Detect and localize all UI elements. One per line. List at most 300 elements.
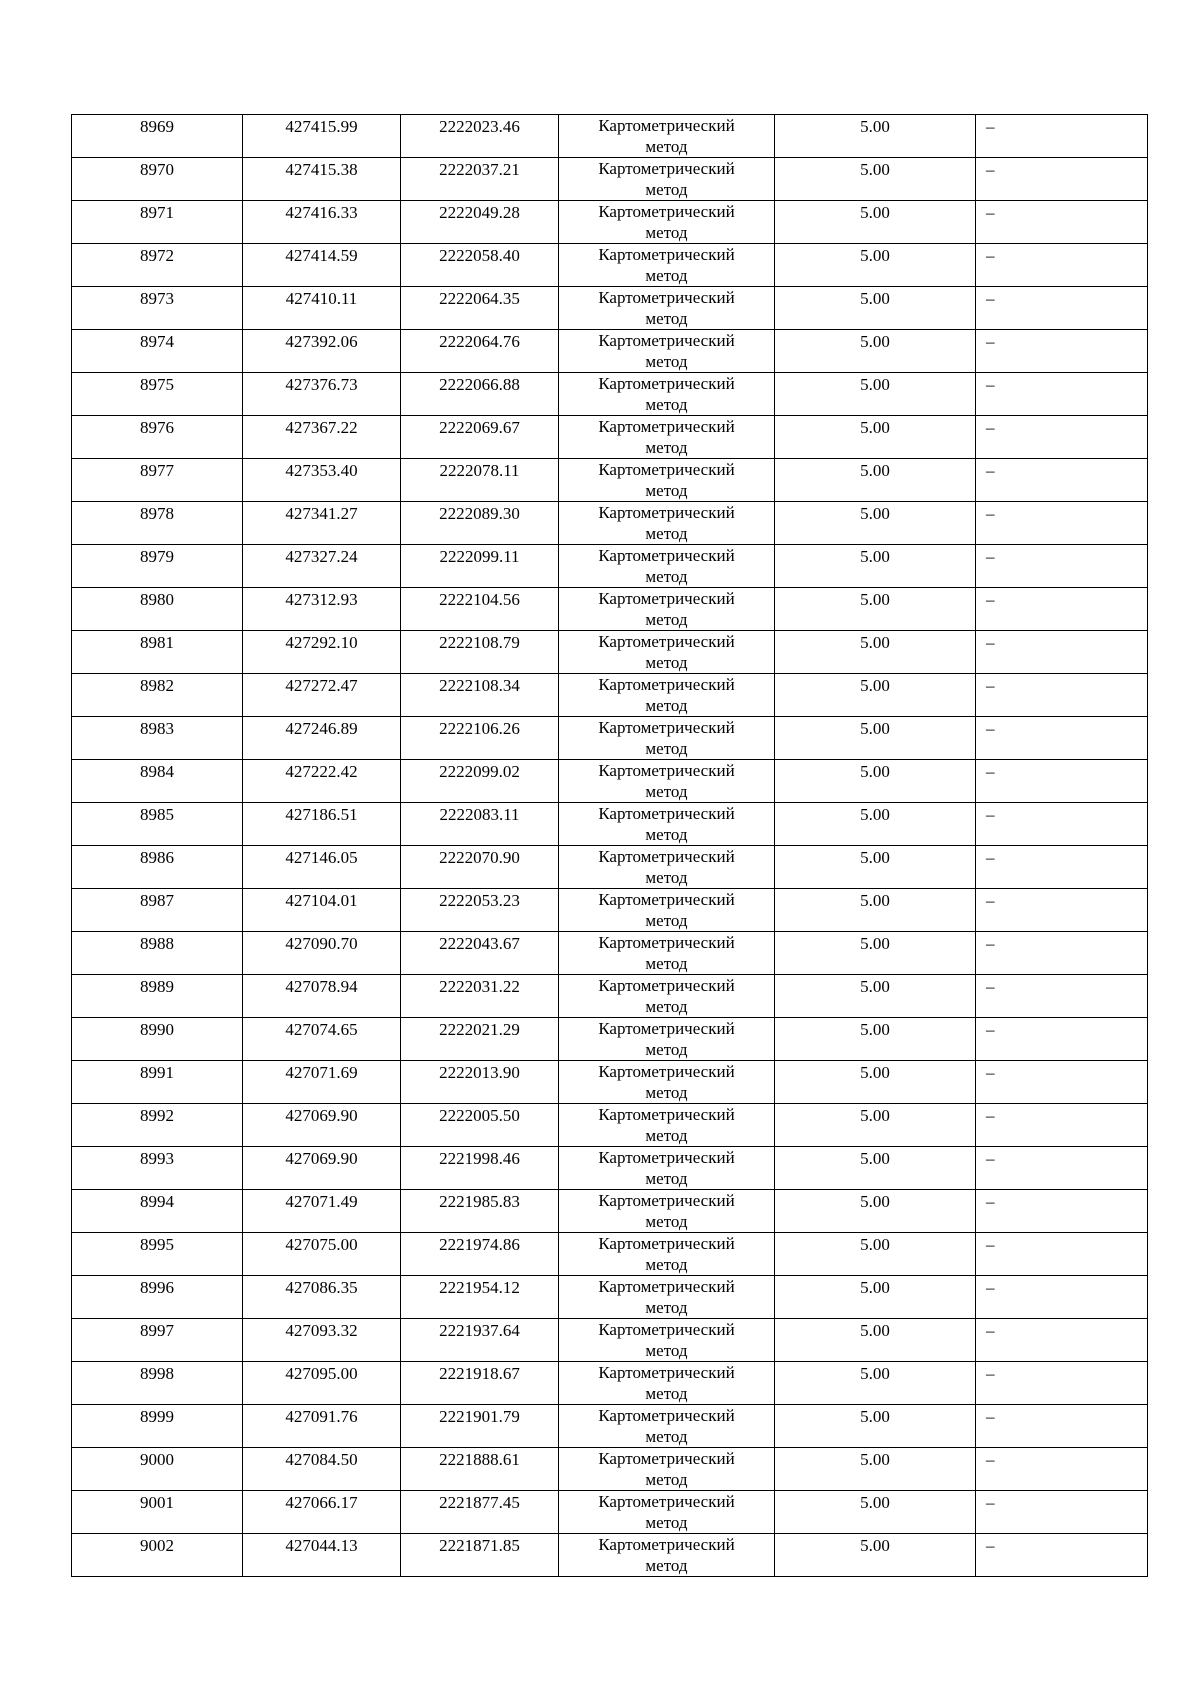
point-number-cell-value: 8991	[140, 1063, 174, 1082]
method-cell	[559, 1276, 775, 1319]
point-number-cell-value: 8976	[140, 418, 174, 437]
description-cell	[976, 1405, 1148, 1448]
method-line-1: Картометрический	[598, 718, 735, 737]
x-coordinate-cell	[243, 760, 401, 803]
description-cell	[976, 1018, 1148, 1061]
method-line-2: метод	[645, 567, 688, 586]
table-body	[72, 115, 1148, 1577]
method-cell	[559, 1362, 775, 1405]
point-number-cell	[72, 1018, 243, 1061]
method-cell	[559, 1190, 775, 1233]
accuracy-cell	[775, 1448, 976, 1491]
method-line-1: Картометрический	[598, 1363, 735, 1382]
accuracy-cell	[775, 1190, 976, 1233]
description-cell-value: –	[986, 246, 995, 265]
x-coordinate-cell	[243, 803, 401, 846]
x-coordinate-cell	[243, 459, 401, 502]
method-line-1: Картометрический	[598, 632, 735, 651]
accuracy-cell	[775, 1018, 976, 1061]
method-line-1: Картометрический	[598, 1320, 735, 1339]
accuracy-cell-value: 5.00	[860, 117, 890, 136]
x-coordinate-cell	[243, 1319, 401, 1362]
method-cell	[559, 373, 775, 416]
method-line-1: Картометрический	[598, 1492, 735, 1511]
accuracy-cell-value: 5.00	[860, 934, 890, 953]
table-row	[72, 631, 1148, 674]
y-coordinate-cell	[401, 1448, 559, 1491]
description-cell	[976, 1190, 1148, 1233]
x-coordinate-cell	[243, 330, 401, 373]
method-cell	[559, 158, 775, 201]
method-line-2: метод	[645, 1169, 688, 1188]
y-coordinate-cell-value: 2221937.64	[439, 1321, 520, 1340]
description-cell-value: –	[986, 1106, 995, 1125]
accuracy-cell-value: 5.00	[860, 762, 890, 781]
method-line-1: Картометрический	[598, 1062, 735, 1081]
x-coordinate-cell-value: 427069.90	[285, 1149, 358, 1168]
method-line-2: метод	[645, 1298, 688, 1317]
x-coordinate-cell	[243, 201, 401, 244]
point-number-cell-value: 8997	[140, 1321, 174, 1340]
x-coordinate-cell-value: 427075.00	[285, 1235, 358, 1254]
description-cell-value: –	[986, 1407, 995, 1426]
point-number-cell	[72, 588, 243, 631]
x-coordinate-cell-value: 427091.76	[285, 1407, 358, 1426]
point-number-cell-value: 8984	[140, 762, 174, 781]
x-coordinate-cell	[243, 1448, 401, 1491]
point-number-cell	[72, 502, 243, 545]
description-cell	[976, 803, 1148, 846]
method-line-1: Картометрический	[598, 589, 735, 608]
table-row	[72, 1491, 1148, 1534]
method-line-2: метод	[645, 739, 688, 758]
x-coordinate-cell-value: 427071.49	[285, 1192, 358, 1211]
y-coordinate-cell-value: 2222108.79	[439, 633, 520, 652]
method-line-2: метод	[645, 997, 688, 1016]
x-coordinate-cell	[243, 1190, 401, 1233]
method-cell	[559, 1061, 775, 1104]
accuracy-cell-value: 5.00	[860, 547, 890, 566]
x-coordinate-cell	[243, 1491, 401, 1534]
description-cell	[976, 502, 1148, 545]
point-number-cell	[72, 545, 243, 588]
y-coordinate-cell-value: 2222058.40	[439, 246, 520, 265]
y-coordinate-cell-value: 2222104.56	[439, 590, 520, 609]
x-coordinate-cell	[243, 287, 401, 330]
y-coordinate-cell	[401, 889, 559, 932]
y-coordinate-cell	[401, 1018, 559, 1061]
method-cell	[559, 1491, 775, 1534]
accuracy-cell-value: 5.00	[860, 1450, 890, 1469]
description-cell-value: –	[986, 1493, 995, 1512]
description-cell	[976, 631, 1148, 674]
accuracy-cell	[775, 1362, 976, 1405]
y-coordinate-cell	[401, 416, 559, 459]
accuracy-cell-value: 5.00	[860, 719, 890, 738]
x-coordinate-cell-value: 427312.93	[285, 590, 358, 609]
accuracy-cell	[775, 1147, 976, 1190]
accuracy-cell-value: 5.00	[860, 805, 890, 824]
accuracy-cell	[775, 330, 976, 373]
x-coordinate-cell-value: 427392.06	[285, 332, 358, 351]
accuracy-cell-value: 5.00	[860, 676, 890, 695]
x-coordinate-cell	[243, 889, 401, 932]
accuracy-cell	[775, 1276, 976, 1319]
point-number-cell	[72, 717, 243, 760]
y-coordinate-cell-value: 2221918.67	[439, 1364, 520, 1383]
x-coordinate-cell	[243, 674, 401, 717]
accuracy-cell-value: 5.00	[860, 160, 890, 179]
accuracy-cell	[775, 760, 976, 803]
method-cell	[559, 1319, 775, 1362]
x-coordinate-cell-value: 427410.11	[285, 289, 358, 308]
point-number-cell-value: 9001	[140, 1493, 174, 1512]
x-coordinate-cell-value: 427327.24	[285, 547, 358, 566]
x-coordinate-cell	[243, 1362, 401, 1405]
accuracy-cell	[775, 158, 976, 201]
y-coordinate-cell-value: 2221954.12	[439, 1278, 520, 1297]
method-line-2: метод	[645, 1384, 688, 1403]
description-cell-value: –	[986, 1149, 995, 1168]
accuracy-cell	[775, 889, 976, 932]
method-line-1: Картометрический	[598, 675, 735, 694]
description-cell-value: –	[986, 633, 995, 652]
description-cell-value: –	[986, 719, 995, 738]
x-coordinate-cell	[243, 1147, 401, 1190]
point-number-cell-value: 8969	[140, 117, 174, 136]
method-cell	[559, 717, 775, 760]
description-cell-value: –	[986, 805, 995, 824]
method-cell	[559, 416, 775, 459]
point-number-cell-value: 8987	[140, 891, 174, 910]
x-coordinate-cell-value: 427341.27	[285, 504, 358, 523]
x-coordinate-cell	[243, 846, 401, 889]
document-page	[71, 114, 1147, 1577]
y-coordinate-cell	[401, 760, 559, 803]
point-number-cell	[72, 846, 243, 889]
method-line-2: метод	[645, 352, 688, 371]
description-cell	[976, 287, 1148, 330]
method-line-1: Картометрический	[598, 1148, 735, 1167]
point-number-cell-value: 8975	[140, 375, 174, 394]
method-line-1: Картометрический	[598, 890, 735, 909]
point-number-cell	[72, 1147, 243, 1190]
y-coordinate-cell-value: 2222099.11	[439, 547, 520, 566]
x-coordinate-cell	[243, 158, 401, 201]
table-row	[72, 760, 1148, 803]
accuracy-cell	[775, 115, 976, 158]
method-line-1: Картометрический	[598, 116, 735, 135]
description-cell	[976, 1491, 1148, 1534]
x-coordinate-cell-value: 427414.59	[285, 246, 358, 265]
y-coordinate-cell	[401, 1190, 559, 1233]
x-coordinate-cell-value: 427222.42	[285, 762, 358, 781]
y-coordinate-cell-value: 2222023.46	[439, 117, 520, 136]
accuracy-cell	[775, 244, 976, 287]
y-coordinate-cell	[401, 287, 559, 330]
method-cell	[559, 115, 775, 158]
method-line-2: метод	[645, 1083, 688, 1102]
accuracy-cell-value: 5.00	[860, 1493, 890, 1512]
method-cell	[559, 588, 775, 631]
table-row	[72, 244, 1148, 287]
point-number-cell	[72, 1448, 243, 1491]
method-line-2: метод	[645, 653, 688, 672]
point-number-cell-value: 8970	[140, 160, 174, 179]
method-cell	[559, 1104, 775, 1147]
table-row	[72, 1104, 1148, 1147]
method-line-1: Картометрический	[598, 159, 735, 178]
description-cell-value: –	[986, 1321, 995, 1340]
method-cell	[559, 287, 775, 330]
method-line-1: Картометрический	[598, 374, 735, 393]
method-line-2: метод	[645, 395, 688, 414]
x-coordinate-cell-value: 427069.90	[285, 1106, 358, 1125]
y-coordinate-cell	[401, 932, 559, 975]
point-number-cell-value: 8985	[140, 805, 174, 824]
description-cell	[976, 1448, 1148, 1491]
table-row	[72, 1147, 1148, 1190]
description-cell	[976, 1319, 1148, 1362]
x-coordinate-cell-value: 427415.99	[285, 117, 358, 136]
method-line-2: метод	[645, 1040, 688, 1059]
y-coordinate-cell	[401, 1491, 559, 1534]
method-cell	[559, 545, 775, 588]
description-cell-value: –	[986, 504, 995, 523]
y-coordinate-cell	[401, 330, 559, 373]
method-line-1: Картометрический	[598, 1234, 735, 1253]
description-cell-value: –	[986, 418, 995, 437]
x-coordinate-cell	[243, 1276, 401, 1319]
point-number-cell	[72, 674, 243, 717]
method-line-1: Картометрический	[598, 933, 735, 952]
method-line-2: метод	[645, 911, 688, 930]
description-cell	[976, 115, 1148, 158]
table-row	[72, 803, 1148, 846]
method-line-2: метод	[645, 1513, 688, 1532]
method-cell	[559, 846, 775, 889]
description-cell-value: –	[986, 160, 995, 179]
point-number-cell-value: 8972	[140, 246, 174, 265]
method-cell	[559, 932, 775, 975]
point-number-cell-value: 9002	[140, 1536, 174, 1555]
accuracy-cell-value: 5.00	[860, 418, 890, 437]
table-row	[72, 1534, 1148, 1577]
method-line-1: Картометрический	[598, 503, 735, 522]
y-coordinate-cell-value: 2222099.02	[439, 762, 520, 781]
accuracy-cell	[775, 717, 976, 760]
y-coordinate-cell-value: 2221985.83	[439, 1192, 520, 1211]
point-number-cell	[72, 115, 243, 158]
y-coordinate-cell-value: 2222070.90	[439, 848, 520, 867]
y-coordinate-cell	[401, 158, 559, 201]
method-line-1: Картометрический	[598, 804, 735, 823]
description-cell-value: –	[986, 203, 995, 222]
description-cell-value: –	[986, 934, 995, 953]
x-coordinate-cell-value: 427186.51	[285, 805, 358, 824]
table-row	[72, 1319, 1148, 1362]
description-cell-value: –	[986, 1536, 995, 1555]
y-coordinate-cell	[401, 545, 559, 588]
point-number-cell-value: 9000	[140, 1450, 174, 1469]
point-number-cell-value: 8996	[140, 1278, 174, 1297]
method-cell	[559, 631, 775, 674]
table-row	[72, 674, 1148, 717]
table-row	[72, 1448, 1148, 1491]
method-line-2: метод	[645, 137, 688, 156]
y-coordinate-cell	[401, 846, 559, 889]
description-cell	[976, 932, 1148, 975]
method-cell	[559, 1147, 775, 1190]
description-cell	[976, 1104, 1148, 1147]
description-cell	[976, 1233, 1148, 1276]
point-number-cell-value: 8999	[140, 1407, 174, 1426]
method-line-2: метод	[645, 1556, 688, 1575]
description-cell	[976, 717, 1148, 760]
y-coordinate-cell-value: 2221877.45	[439, 1493, 520, 1512]
table-row	[72, 846, 1148, 889]
y-coordinate-cell	[401, 244, 559, 287]
y-coordinate-cell	[401, 373, 559, 416]
accuracy-cell-value: 5.00	[860, 332, 890, 351]
method-cell	[559, 201, 775, 244]
method-line-1: Картометрический	[598, 1277, 735, 1296]
point-number-cell	[72, 1534, 243, 1577]
point-number-cell	[72, 201, 243, 244]
point-number-cell-value: 8989	[140, 977, 174, 996]
point-number-cell-value: 8978	[140, 504, 174, 523]
description-cell	[976, 846, 1148, 889]
method-cell	[559, 459, 775, 502]
point-number-cell-value: 8979	[140, 547, 174, 566]
accuracy-cell-value: 5.00	[860, 1321, 890, 1340]
accuracy-cell-value: 5.00	[860, 504, 890, 523]
point-number-cell-value: 8973	[140, 289, 174, 308]
point-number-cell	[72, 287, 243, 330]
y-coordinate-cell-value: 2222064.35	[439, 289, 520, 308]
description-cell-value: –	[986, 762, 995, 781]
description-cell	[976, 244, 1148, 287]
accuracy-cell-value: 5.00	[860, 1364, 890, 1383]
y-coordinate-cell-value: 2222083.11	[439, 805, 520, 824]
description-cell-value: –	[986, 590, 995, 609]
method-cell	[559, 1534, 775, 1577]
point-number-cell-value: 8988	[140, 934, 174, 953]
accuracy-cell-value: 5.00	[860, 1106, 890, 1125]
method-cell	[559, 1448, 775, 1491]
point-number-cell	[72, 760, 243, 803]
table-row	[72, 588, 1148, 631]
y-coordinate-cell-value: 2222066.88	[439, 375, 520, 394]
x-coordinate-cell	[243, 975, 401, 1018]
method-line-1: Картометрический	[598, 331, 735, 350]
point-number-cell-value: 8971	[140, 203, 174, 222]
description-cell-value: –	[986, 891, 995, 910]
description-cell-value: –	[986, 676, 995, 695]
description-cell-value: –	[986, 1063, 995, 1082]
description-cell-value: –	[986, 117, 995, 136]
x-coordinate-cell-value: 427292.10	[285, 633, 358, 652]
description-cell	[976, 1276, 1148, 1319]
x-coordinate-cell-value: 427071.69	[285, 1063, 358, 1082]
accuracy-cell	[775, 1534, 976, 1577]
x-coordinate-cell-value: 427272.47	[285, 676, 358, 695]
method-line-2: метод	[645, 481, 688, 500]
accuracy-cell	[775, 975, 976, 1018]
y-coordinate-cell-value: 2222043.67	[439, 934, 520, 953]
accuracy-cell	[775, 502, 976, 545]
point-number-cell-value: 8995	[140, 1235, 174, 1254]
x-coordinate-cell-value: 427066.17	[285, 1493, 358, 1512]
x-coordinate-cell	[243, 1061, 401, 1104]
accuracy-cell-value: 5.00	[860, 1020, 890, 1039]
description-cell-value: –	[986, 1450, 995, 1469]
accuracy-cell-value: 5.00	[860, 1063, 890, 1082]
point-number-cell-value: 8994	[140, 1192, 174, 1211]
y-coordinate-cell	[401, 1319, 559, 1362]
x-coordinate-cell-value: 427246.89	[285, 719, 358, 738]
table-row	[72, 1405, 1148, 1448]
table-row	[72, 1362, 1148, 1405]
description-cell-value: –	[986, 547, 995, 566]
description-cell	[976, 373, 1148, 416]
table-row	[72, 932, 1148, 975]
x-coordinate-cell	[243, 545, 401, 588]
y-coordinate-cell	[401, 1276, 559, 1319]
point-number-cell	[72, 975, 243, 1018]
accuracy-cell	[775, 201, 976, 244]
description-cell	[976, 889, 1148, 932]
point-number-cell-value: 8986	[140, 848, 174, 867]
method-line-2: метод	[645, 266, 688, 285]
method-line-2: метод	[645, 180, 688, 199]
method-line-2: метод	[645, 825, 688, 844]
y-coordinate-cell	[401, 717, 559, 760]
x-coordinate-cell	[243, 588, 401, 631]
point-number-cell-value: 8982	[140, 676, 174, 695]
method-line-2: метод	[645, 1470, 688, 1489]
y-coordinate-cell-value: 2221974.86	[439, 1235, 520, 1254]
accuracy-cell	[775, 287, 976, 330]
method-line-2: метод	[645, 954, 688, 973]
accuracy-cell	[775, 588, 976, 631]
x-coordinate-cell	[243, 1233, 401, 1276]
point-number-cell	[72, 803, 243, 846]
y-coordinate-cell-value: 2222108.34	[439, 676, 520, 695]
method-line-2: метод	[645, 223, 688, 242]
description-cell	[976, 201, 1148, 244]
description-cell	[976, 1147, 1148, 1190]
x-coordinate-cell-value: 427104.01	[285, 891, 358, 910]
y-coordinate-cell	[401, 459, 559, 502]
y-coordinate-cell-value: 2222089.30	[439, 504, 520, 523]
accuracy-cell-value: 5.00	[860, 590, 890, 609]
y-coordinate-cell-value: 2221901.79	[439, 1407, 520, 1426]
accuracy-cell	[775, 932, 976, 975]
point-number-cell	[72, 1061, 243, 1104]
y-coordinate-cell	[401, 1061, 559, 1104]
description-cell	[976, 1061, 1148, 1104]
y-coordinate-cell-value: 2221888.61	[439, 1450, 520, 1469]
description-cell	[976, 545, 1148, 588]
x-coordinate-cell-value: 427086.35	[285, 1278, 358, 1297]
y-coordinate-cell	[401, 1233, 559, 1276]
method-line-1: Картометрический	[598, 288, 735, 307]
accuracy-cell-value: 5.00	[860, 246, 890, 265]
description-cell	[976, 1534, 1148, 1577]
point-number-cell	[72, 1405, 243, 1448]
description-cell-value: –	[986, 461, 995, 480]
